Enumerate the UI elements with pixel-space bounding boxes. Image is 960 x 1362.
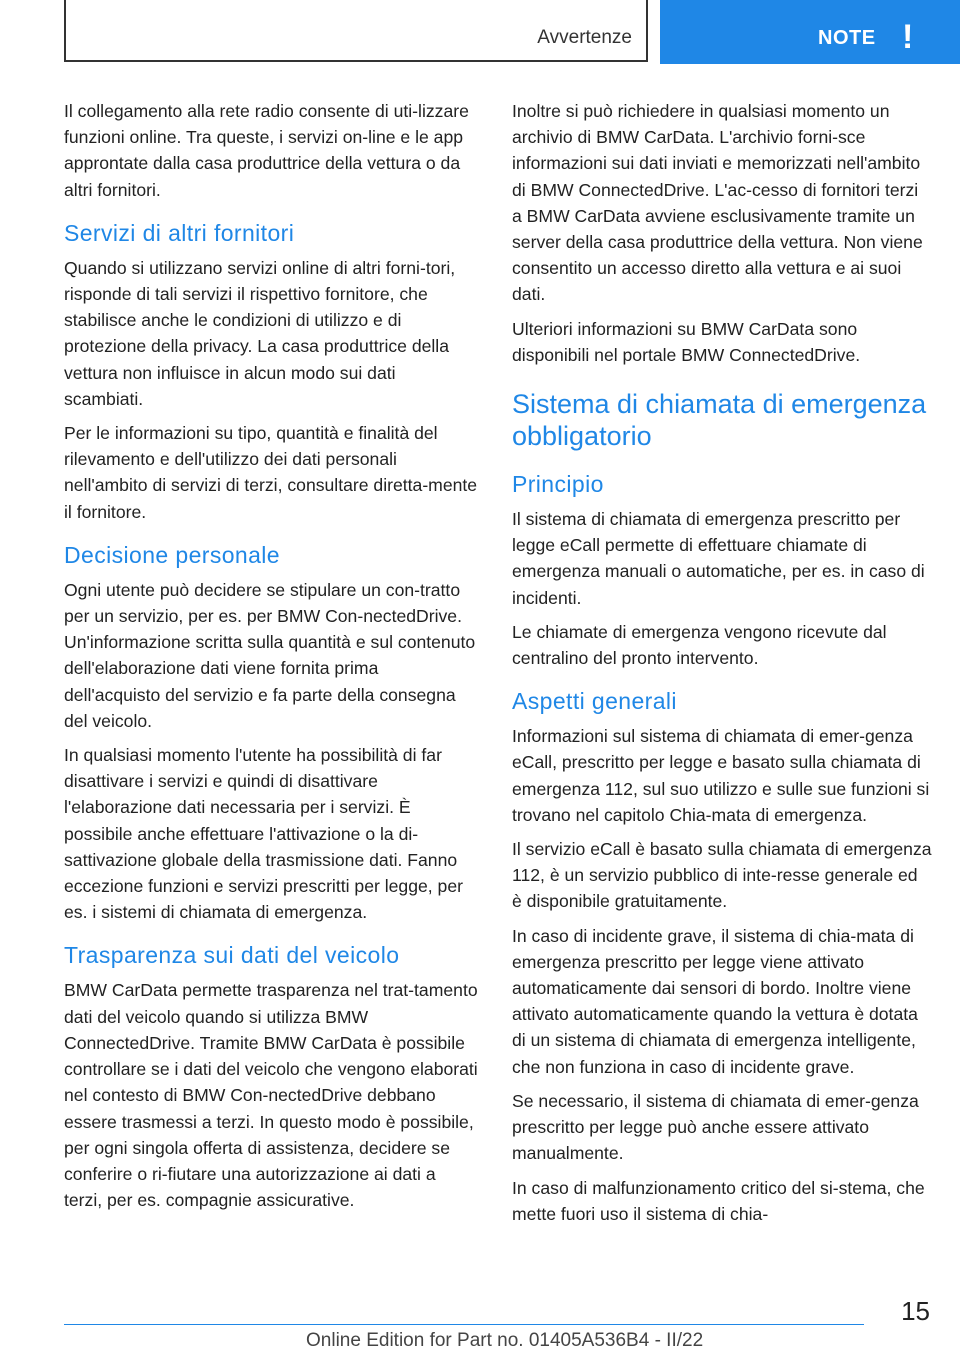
right-column: [512, 98, 932, 1235]
paragraph: Il sistema di chiamata di emergenza prescritto per legge eCall permette di effettuare chiamate di emergenza manuali o automatiche, per es. in caso di incidenti.: [512, 509, 925, 608]
heading-principio: Principio: [512, 471, 604, 498]
paragraph-intro: Il collegamento alla rete radio consente di uti-lizzare funzioni online. Tra queste, i servizi on-line e le app approntate dalla casa produttrice della vettura o da altri fornitori.: [64, 101, 469, 200]
chapter-tab: [660, 0, 960, 64]
paragraph: In caso di malfunzionamento critico del si-stema, che mette fuori uso il sistema di chia-: [512, 1177, 925, 1224]
page-header: [0, 0, 960, 66]
section-title: Avvertenze: [537, 27, 632, 48]
heading-trasparenza-dati: Trasparenza sui dati del veicolo: [64, 942, 400, 969]
section-header-box: [64, 0, 648, 62]
chapter-tab-label: NOTE: [818, 27, 876, 49]
left-column: [64, 98, 478, 1221]
heading-sistema-chiamata-emergenza: Sistema di chiamata di emergenza obbligatorio: [512, 389, 927, 452]
paragraph: Quando si utilizzano servizi online di altri forni-tori, risponde di tali servizi il rispettivo fornitore, che stabilisce anche le condizioni di utilizzo e di protezione della privacy. La casa produttrice della vettura non influisce in alcun modo sui dati scambiati.: [64, 257, 456, 409]
paragraph: Ulteriori informazioni su BMW CarData sono disponibili nel portale BMW ConnectedDrive.: [512, 318, 861, 365]
heading-aspetti-generali: Aspetti generali: [512, 688, 677, 715]
footer-edition: Online Edition for Part no. 01405A536B4 - II/22: [306, 1330, 704, 1351]
paragraph: In caso di incidente grave, il sistema di chia-mata di emergenza prescritto per legge viene attivato automaticamente dai sensori di bordo. Inoltre viene attivato automaticamente quando la vettura è dotata di un sistema di chiamata di emergenza intelligente, che non funziona in caso di incidente grave.: [512, 925, 918, 1077]
paragraph: Ogni utente può decidere se stipulare un con-tratto per un servizio, per es. per BMW Con-nectedDrive. Un'informazione scritta sulla quantità e sul contenuto dell'elaborazione dati viene fornita prima dell'acquisto del servizio e fa parte della consegna del veicolo.: [64, 579, 476, 731]
paragraph: In qualsiasi momento l'utente ha possibilità di far disattivare i servizi e quindi di disattivare l'elaborazione dati necessaria per i servizi. È possibile anche effettuare l'attivazione o la di-sattivazione globale della trasmissione dati. Fanno eccezione funzioni e servizi prescritti per legge, per es. i sistemi di chiamata di emergenza.: [64, 745, 463, 923]
exclamation-icon: !: [902, 18, 914, 56]
paragraph: BMW CarData permette trasparenza nel trat-tamento dati del veicolo quando si utilizza BMW ConnectedDrive. Tramite BMW CarData è possibile controllare se i dati del veicolo che vengono elaborati nel contesto di BMW Con-nectedDrive debbano essere trasmessi a terzi. In questo modo è possibile, per ogni singola offerta di assistenza, decidere se conferire o ri-fiutare una autorizzazione ai dati a terzi, per es. compagnie assicurative.: [64, 980, 478, 1211]
paragraph: Il servizio eCall è basato sulla chiamata di emergenza 112, è un servizio pubblico di inte-resse generale ed è disponibile gratuitamente.: [512, 839, 932, 912]
page-number: 15: [901, 1296, 930, 1326]
paragraph: Se necessario, il sistema di chiamata di emer-genza prescritto per legge può anche essere attivato manualmente.: [512, 1090, 919, 1164]
heading-servizi-altri-fornitori: Servizi di altri fornitori: [64, 219, 295, 246]
paragraph: Per le informazioni su tipo, quantità e finalità del rilevamento e dell'utilizzo dei dati personali nell'ambito di servizi di terzi, consultare diretta-mente il fornitore.: [64, 423, 478, 522]
paragraph: Le chiamate di emergenza vengono ricevute dal centralino del pronto intervento.: [512, 621, 887, 669]
footer-divider: [64, 1324, 864, 1325]
paragraph: Inoltre si può richiedere in qualsiasi momento un archivio di BMW CarData. L'archivio forni-sce informazioni sui dati inviati e memorizzati nell'ambito di BMW ConnectedDrive. L'ac-cesso di fornitori terzi a BMW CarData avviene esclusivamente tramite un server della casa produttrice della vettura. Non viene consentito un accesso diretto alla vettura e ai suoi dati.: [512, 101, 923, 305]
heading-decisione-personale: Decisione personale: [64, 541, 281, 568]
paragraph: Informazioni sul sistema di chiamata di emer-genza eCall, prescritto per legge e basato sulla chiamata di emergenza 112, sul suo utilizzo e sulle sue funzioni si trovano nel capitolo Chia-mata di emergenza.: [512, 726, 930, 825]
